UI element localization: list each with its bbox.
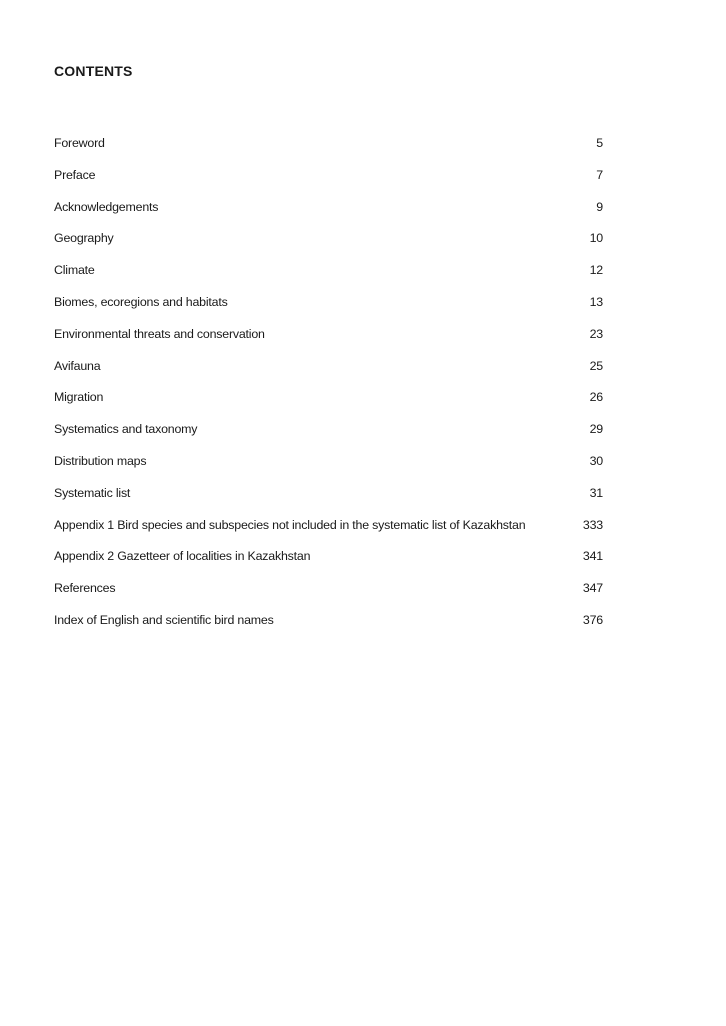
toc-entry-title: Appendix 1 Bird species and subspecies not included in the systematic list of Kazakhstan <box>54 517 526 532</box>
toc-entry-title: Systematics and taxonomy <box>54 422 198 437</box>
toc-entry-title: Index of English and scientific bird names <box>54 612 274 627</box>
toc-entry <box>54 518 603 550</box>
toc-entry-page-number: 10 <box>589 231 603 246</box>
toc-entry <box>54 581 603 613</box>
table-of-contents <box>54 136 603 645</box>
toc-entry-page-number: 29 <box>589 422 603 437</box>
toc-entry-title: Migration <box>54 390 104 405</box>
toc-entry <box>54 486 603 518</box>
toc-entry-page-number: 26 <box>589 390 603 405</box>
toc-entry <box>54 422 603 454</box>
toc-entry-title: Foreword <box>54 136 105 150</box>
toc-entry-title: References <box>54 581 116 596</box>
toc-entry-page-number: 9 <box>596 199 603 214</box>
toc-entry <box>54 231 603 263</box>
toc-entry-title: Biomes, ecoregions and habitats <box>54 294 228 309</box>
toc-entry-page-number: 30 <box>589 453 603 468</box>
toc-entry-page-number: 5 <box>596 136 603 150</box>
toc-entry <box>54 136 603 168</box>
toc-entry-page-number: 12 <box>589 263 603 278</box>
toc-entry <box>54 454 603 486</box>
toc-entry-page-number: 25 <box>589 358 603 373</box>
toc-entry <box>54 327 603 359</box>
toc-entry <box>54 263 603 295</box>
toc-entry-page-number: 31 <box>589 485 603 500</box>
toc-entry-page-number: 333 <box>582 517 603 532</box>
toc-entry-page-number: 347 <box>582 581 603 596</box>
toc-entry-title: Appendix 2 Gazetteer of localities in Kazakhstan <box>54 549 311 564</box>
toc-entry-title: Distribution maps <box>54 453 147 468</box>
toc-entry-page-number: 23 <box>589 326 603 341</box>
toc-entry-title: Preface <box>54 167 96 182</box>
toc-entry-page-number: 376 <box>582 612 603 627</box>
toc-entry-title: Avifauna <box>54 358 101 373</box>
page-title: CONTENTS <box>54 63 133 79</box>
toc-entry <box>54 613 603 645</box>
toc-entry-title: Geography <box>54 231 114 246</box>
toc-entry <box>54 359 603 391</box>
toc-entry-page-number: 341 <box>582 549 603 564</box>
toc-entry-title: Climate <box>54 263 95 278</box>
toc-entry <box>54 168 603 200</box>
toc-entry-title: Systematic list <box>54 485 131 500</box>
toc-entry-title: Acknowledgements <box>54 199 159 214</box>
toc-entry-page-number: 13 <box>589 294 603 309</box>
toc-entry <box>54 295 603 327</box>
toc-entry <box>54 200 603 232</box>
toc-entry <box>54 390 603 422</box>
toc-entry <box>54 549 603 581</box>
toc-entry-page-number: 7 <box>596 167 603 182</box>
toc-entry-title: Environmental threats and conservation <box>54 326 265 341</box>
